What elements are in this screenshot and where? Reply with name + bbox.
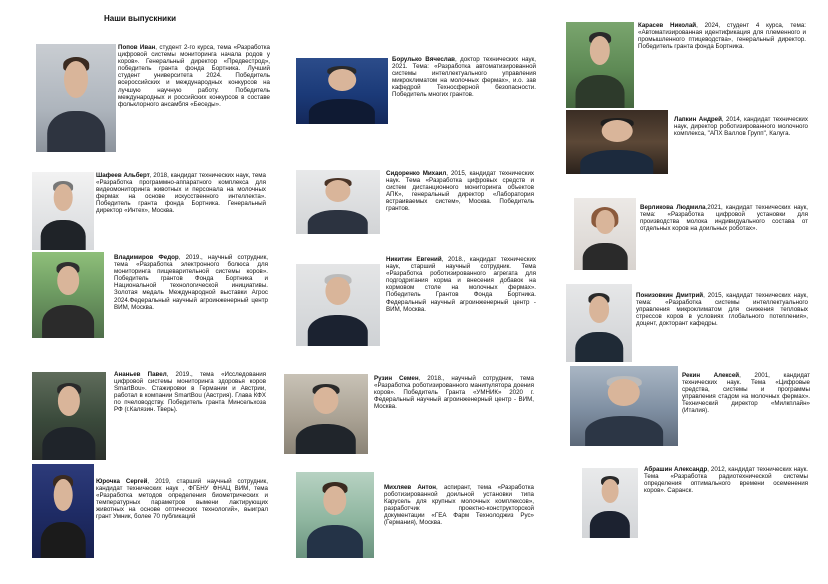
photo-ruzin: [284, 374, 368, 454]
entry-karasev: Карасев Николай, 2024, студент 4 курса, тема: «Автоматизированная идентификация для племенного и промышленного птицеводства», генеральный директор. Победитель гранта фонда Бортника.: [638, 22, 807, 51]
photo-abrashin: [582, 468, 638, 538]
page-title: Наши выпускники: [104, 14, 176, 23]
photo-rekin: [570, 366, 678, 446]
photo-lapkin: [566, 110, 668, 174]
photo-borulko: [296, 58, 388, 124]
entry-sidorenko: Сидоренко Михаил, 2015, кандидат технических наук. Тема «Разработка цифровых средств и систем дистанционного мониторинга объектов АПК», генеральный директор «Лаборатория встраиваемых систем», Москва. Победитель грантов.: [386, 170, 534, 213]
entry-shafeev: Шафеев Альберт, 2018, кандидат технических наук, тема «Разработка программно-аппаратного комплекса для видеомониторинга животных и персонала на молочных фермах на основе искусственного интеллекта». Победитель гранта фонда Бортника. Генеральный директор «Интех», Москва.: [96, 172, 267, 215]
entry-borulko: Борулько Вячеслав, доктор технических наук, 2021. Тема: «Разработка автоматизированной системы интеллектуального управления микроклиматом на молочных фермах», и.о. зав кафедрой Техносферной безопасности. Победитель многих грантов.: [392, 56, 536, 99]
photo-vladimirov: [32, 252, 104, 338]
entry-popov: Попов Иван, студент 2-го курса, тема «Разработка цифровой системы мониторинга начала родов у коров». Генеральный директор «Предвестрод», победитель гранта фонда Бортника. Лучший студент университета 2024. Победитель всероссийских и международных конкурсов на лучшую научную работу. Победитель международных и российских конкурсов в составе фольклорного ансамбля «Беседы».: [118, 44, 270, 108]
entry-ponizovkin: Понизовкин Дмитрий, 2015, кандидат технических наук, тема: «Разработка системы интеллектуального управления микроклиматом для снижения тепловых стрессов коров в условиях глобального потепления», доцент, докторант кафедры.: [636, 292, 808, 328]
entry-nikitin: Никитин Евгений, 2018., кандидат технических наук, старший научный сотрудник. Тема «Разработка роботизированного агрегата для подгодригания корма и внесения добавок на кормовом столе на молочных фермах». Победитель Грантов Фонда Бортника. Федеральный научный агроинженерный центр - ВИМ, Москва.: [386, 256, 536, 313]
entry-abrashin: Абрашин Александр, 2012, кандидат технических наук. Тема «Разработка радиотехнической системы определения оптимального времени осеменения коров». Саранск.: [644, 466, 808, 495]
photo-ponizovkin: [566, 284, 632, 362]
photo-ananyev: [32, 372, 106, 460]
photo-karasev: [566, 22, 634, 108]
entry-yurochka: Юрочка Сергей, 2019, старший научный сотрудник, кандидат технических наук , ФГБНУ ФНАЦ ВИМ, тема «Разработка методов определения биометрических и температурных параметров вымени лактирующих животных на основе оптических технологий», выиграл грант Умник, более 70 публикаций: [96, 478, 268, 521]
photo-nikitin: [296, 264, 380, 346]
entry-ananyev: Ананьев Павел, 2019., тема «Исследования цифровой системы мониторинга здоровья коров SmartBou». Стажировки в Германии и Австрии, работал в компании SmartBou (Австрия). Глава КФХ по пчеловодству. Победитель гранта Минсельхоза РФ (г.Калязин. Тверь).: [114, 371, 266, 414]
photo-mikhlyaev: [296, 472, 374, 558]
entry-mikhlyaev: Михляев Антон, аспирант, тема «Разработка роботизированной доильной установки типа Карусель для крупных молочных комплексов», разработчик проектно-конструкторской документации «ГЕА Фарм Технолоджиз Рус» (Германия), Москва.: [384, 484, 534, 527]
entry-verlikova: Верликова Людмила,2021, кандидат технических наук, тема: «Разработка цифровой установки для производства молока индивидуального состава от отдельных коров на доильных роботах».: [640, 204, 808, 233]
photo-yurochka: [32, 464, 94, 558]
entry-ruzin: Рузин Семен, 2018., научный сотрудник, тема «Разработка роботизированного манипулятора доения коров». Победитель Гранта «УМНИК» 2020 г. Федеральный научный агроинженерный центр - ВИМ, Москва.: [374, 375, 534, 411]
photo-verlikova: [574, 198, 636, 270]
entry-vladimirov: Владимиров Федор, 2019., научный сотрудник, тема «Разработка электронного болюса для мониторинга пищеварительной системы коров». Победитель грантов Фонда Бортника и Национальной технологической инициативы. Золотая медаль Международной выставки Агрос 2024.Федеральный научный агроинженерный центр ВИМ, Москва.: [114, 254, 268, 311]
entry-lapkin: Лапкин Андрей, 2014, кандидат технических наук, директор роботизированного молочного комплекса, "АПХ Валлов Групп", Калуга.: [674, 116, 808, 138]
photo-sidorenko: [296, 170, 380, 234]
photo-shafeev: [32, 172, 94, 250]
photo-popov: [36, 44, 116, 152]
entry-rekin: Рекин Алексей, 2001, кандидат технических наук. Тема «Цифровые средства, системы и программы управления стадом на молочных фермах». Технический директор «Милкплайн» (Италия).: [682, 372, 810, 415]
